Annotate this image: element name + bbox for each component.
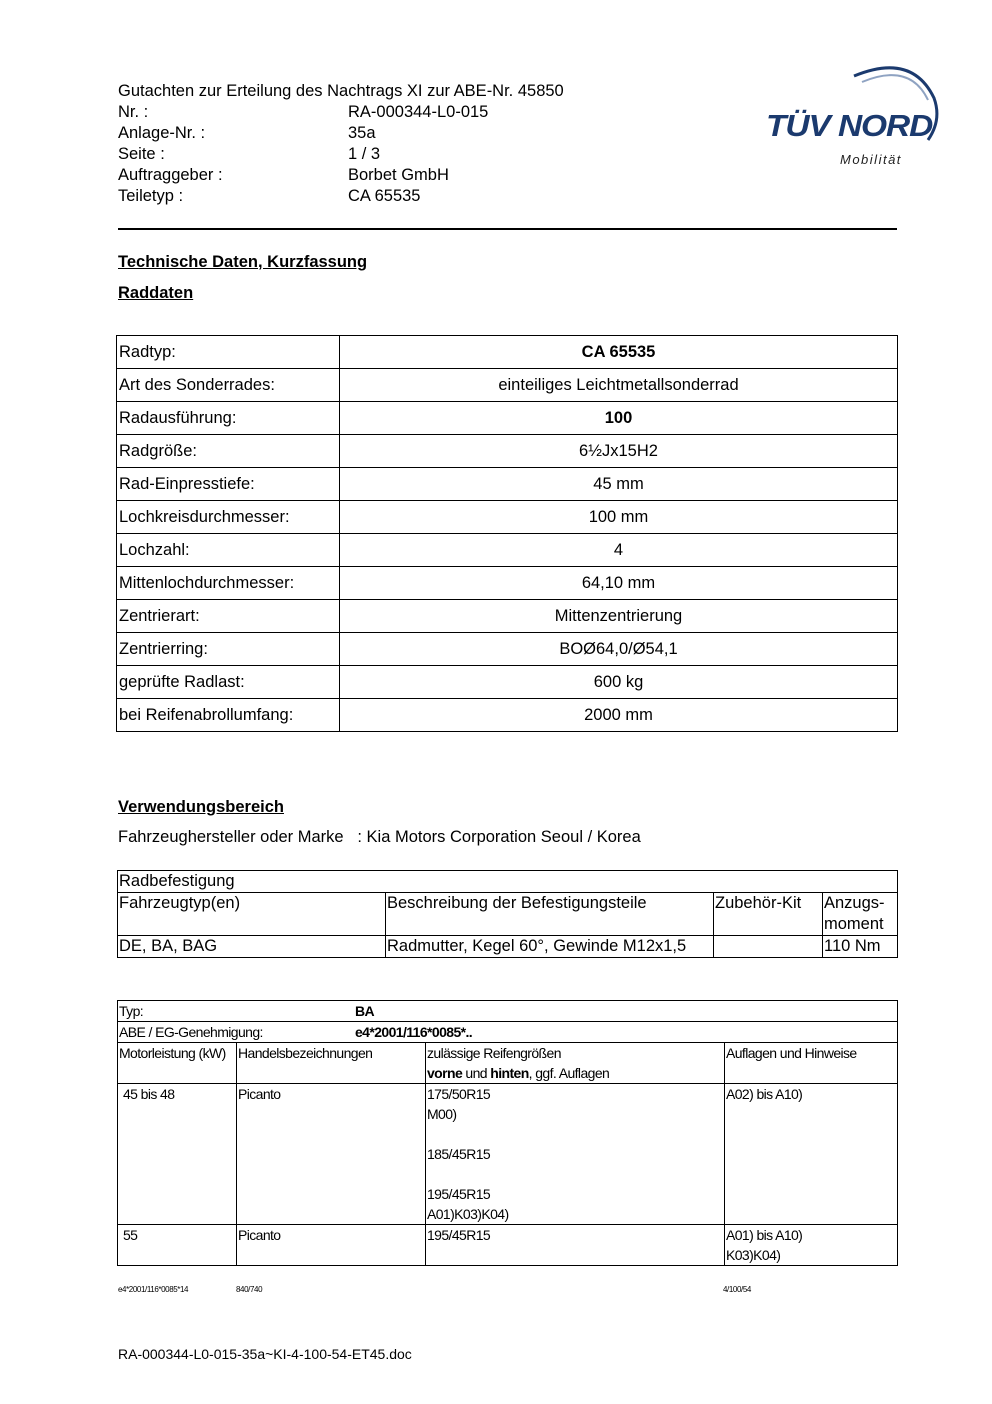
header-notes: Auflagen und Hinweise xyxy=(725,1043,898,1084)
header-field-nr xyxy=(118,102,564,123)
raddaten-label: Lochzahl: xyxy=(117,534,340,567)
abe-label: ABE / EG-Genehmigung: xyxy=(119,1024,263,1040)
tire-size-line: M00) xyxy=(427,1106,457,1122)
header-divider xyxy=(118,228,897,230)
header-zubehoer: Zubehör-Kit xyxy=(714,893,823,936)
header-field-value: CA 65535 xyxy=(348,187,421,205)
cell-names: Picanto xyxy=(237,1084,426,1225)
radbefestigung-table xyxy=(117,870,898,958)
cell-torque: 110 Nm xyxy=(823,936,898,958)
header-tires-rest: , ggf. Auflagen xyxy=(528,1065,610,1081)
tuev-nord-logo xyxy=(762,58,942,173)
header-tires-rear: hinten xyxy=(490,1065,529,1081)
raddaten-value: CA 65535 xyxy=(340,336,898,369)
raddaten-value: 45 mm xyxy=(340,468,898,501)
table-row xyxy=(117,336,898,369)
table-row xyxy=(117,534,898,567)
header-field-value: Borbet GmbH xyxy=(348,166,449,184)
header-field-label: Nr. : xyxy=(118,103,149,121)
raddaten-label: geprüfte Radlast: xyxy=(117,666,340,699)
raddaten-value: 2000 mm xyxy=(340,699,898,732)
table-row xyxy=(117,567,898,600)
section-title: Technische Daten, Kurzfassung xyxy=(118,253,368,271)
raddaten-label: Mittenlochdurchmesser: xyxy=(117,567,340,600)
raddaten-label: Zentrierart: xyxy=(117,600,340,633)
table-row xyxy=(117,666,898,699)
header-field-label: Seite : xyxy=(118,145,165,163)
raddaten-label: Radtyp: xyxy=(117,336,340,369)
raddaten-value: Mittenzentrierung xyxy=(340,600,898,633)
abe-value: e4*2001/116*0085*.. xyxy=(355,1024,473,1040)
abe-row xyxy=(118,1022,898,1043)
raddaten-table xyxy=(116,335,898,732)
header-beschreibung: Beschreibung der Befestigungsteile xyxy=(386,893,714,936)
raddaten-label: Radausführung: xyxy=(117,402,340,435)
cell-power: 55 xyxy=(118,1225,237,1266)
tire-size-line: A01)K03)K04) xyxy=(427,1206,509,1222)
header-field-label: Anlage-Nr. : xyxy=(118,124,206,142)
tire-size-line: 195/45R15 xyxy=(427,1227,491,1243)
header-field-seite xyxy=(118,144,564,165)
cell-kit xyxy=(714,936,823,958)
table-row xyxy=(117,369,898,402)
header-field-value: RA-000344-L0-015 xyxy=(348,103,489,121)
header-tires-line1: zulässige Reifengrößen xyxy=(427,1045,561,1061)
table-row xyxy=(118,1225,898,1266)
tire-size-line xyxy=(427,1124,723,1144)
note-line: A02) bis A10) xyxy=(726,1086,803,1102)
footnote-approval: e4*2001/116*0085*14 xyxy=(118,1285,189,1294)
cell-tires xyxy=(426,1225,725,1266)
header-tires-line2 xyxy=(427,1063,723,1083)
raddaten-label: Art des Sonderrades: xyxy=(117,369,340,402)
cell-notes xyxy=(725,1084,898,1225)
cell-names: Picanto xyxy=(237,1225,426,1266)
header-field-teiletyp xyxy=(118,186,564,207)
tire-size-line: 195/45R15 xyxy=(427,1186,491,1202)
table-row xyxy=(117,435,898,468)
typ-label: Typ: xyxy=(119,1003,144,1019)
logo-brand-text: TÜV NORD xyxy=(766,108,933,143)
header-field-label: Teiletyp : xyxy=(118,187,184,205)
table-row xyxy=(117,501,898,534)
footnote-loads: 840/740 xyxy=(236,1285,263,1294)
table-row xyxy=(117,633,898,666)
document-header xyxy=(118,81,564,207)
header-tires xyxy=(426,1043,725,1084)
raddaten-value: einteiliges Leichtmetallsonderrad xyxy=(340,369,898,402)
note-line: A01) bis A10) xyxy=(726,1227,803,1243)
logo-sub-text: Mobilität xyxy=(840,152,902,167)
raddaten-value: BOØ64,0/Ø54,1 xyxy=(340,633,898,666)
manufacturer-label: Fahrzeughersteller oder Marke : xyxy=(118,828,362,846)
cell-types: DE, BA, BAG xyxy=(118,936,386,958)
footer-filename: RA-000344-L0-015-35a~KI-4-100-54-ET45.doc xyxy=(118,1346,412,1362)
cell-desc: Radmutter, Kegel 60°, Gewinde M12x1,5 xyxy=(386,936,714,958)
header-field-value: 1 / 3 xyxy=(348,145,381,163)
header-field-value: 35a xyxy=(348,124,376,142)
tire-size-line: 185/45R15 xyxy=(427,1146,491,1162)
header-names: Handelsbezeichnungen xyxy=(237,1043,426,1084)
note-line: K03)K04) xyxy=(726,1247,781,1263)
typ-row xyxy=(118,1001,898,1022)
raddaten-value: 100 xyxy=(340,402,898,435)
document-title: Gutachten zur Erteilung des Nachtrags XI zur ABE-Nr. 45850 xyxy=(118,82,564,100)
header-field-anlage xyxy=(118,123,564,144)
header-tires-and: und xyxy=(462,1065,491,1081)
header-anzugsmoment: Anzugs-moment xyxy=(823,893,898,936)
tire-size-line xyxy=(427,1164,723,1184)
raddaten-value: 100 mm xyxy=(340,501,898,534)
table-row xyxy=(118,1084,898,1225)
verwendung-title: Verwendungsbereich xyxy=(118,798,284,816)
table-row xyxy=(117,468,898,501)
header-field-auftraggeber xyxy=(118,165,564,186)
raddaten-value: 600 kg xyxy=(340,666,898,699)
cell-tires xyxy=(426,1084,725,1225)
table-row xyxy=(118,936,898,958)
tire-size-line: 175/50R15 xyxy=(427,1086,491,1102)
radbefestigung-title: Radbefestigung xyxy=(118,871,898,893)
typ-table xyxy=(117,1000,898,1266)
raddaten-value: 64,10 mm xyxy=(340,567,898,600)
raddaten-label: Radgröße: xyxy=(117,435,340,468)
cell-power: 45 bis 48 xyxy=(118,1084,237,1225)
raddaten-label: bei Reifenabrollumfang: xyxy=(117,699,340,732)
footnote-bolt: 4/100/54 xyxy=(723,1285,751,1294)
header-tires-front: vorne xyxy=(427,1065,463,1081)
header-power: Motorleistung (kW) xyxy=(118,1043,237,1084)
raddaten-label: Zentrierring: xyxy=(117,633,340,666)
cell-notes xyxy=(725,1225,898,1266)
manufacturer-value: Kia Motors Corporation Seoul / Korea xyxy=(366,828,641,846)
table-row xyxy=(117,402,898,435)
raddaten-label: Rad-Einpresstiefe: xyxy=(117,468,340,501)
header-field-label: Auftraggeber : xyxy=(118,166,223,184)
raddaten-title: Raddaten xyxy=(118,284,194,302)
raddaten-value: 4 xyxy=(340,534,898,567)
header-fahrzeugtyp: Fahrzeugtyp(en) xyxy=(118,893,386,936)
raddaten-value: 6½Jx15H2 xyxy=(340,435,898,468)
typ-value: BA xyxy=(355,1003,375,1019)
manufacturer-line xyxy=(118,828,641,847)
raddaten-label: Lochkreisdurchmesser: xyxy=(117,501,340,534)
table-row xyxy=(117,600,898,633)
table-row xyxy=(117,699,898,732)
